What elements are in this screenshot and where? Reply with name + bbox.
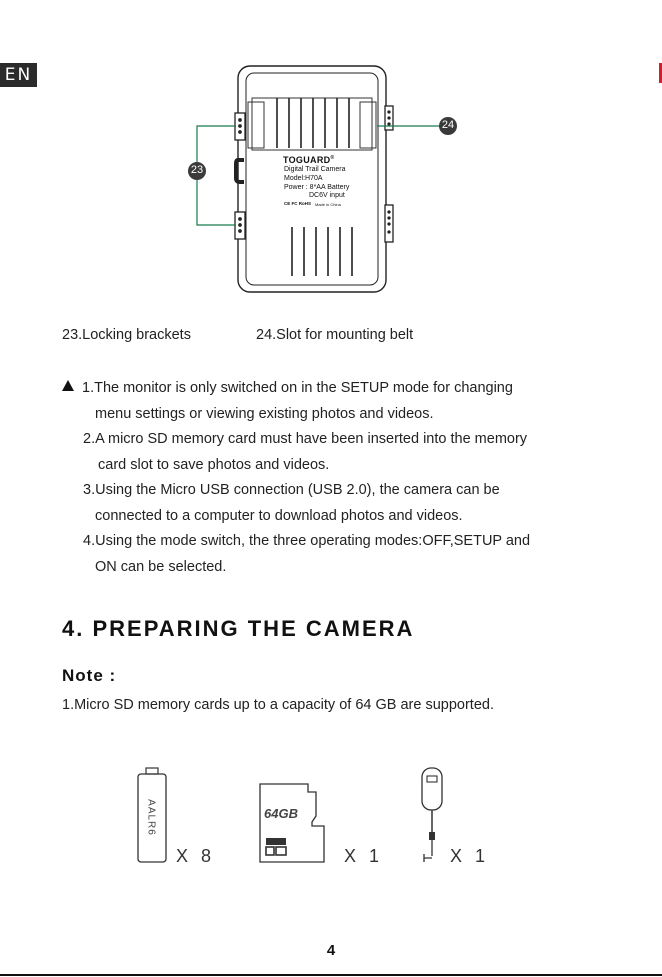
note-line-4: card slot to save photos and videos.: [98, 456, 330, 473]
note-line-1: [62, 376, 642, 402]
camera-label-line4: DC6V input: [309, 192, 345, 199]
callout-23-label: 23: [190, 164, 204, 176]
note-line-5: 3.Using the Micro USB connection (USB 2.0), the camera can be: [83, 482, 500, 498]
note-line-3: 2.A micro SD memory card must have been inserted into the memory: [83, 431, 528, 447]
camera-label-line1: Digital Trail Camera: [284, 166, 346, 173]
note-line-7: 4.Using the mode switch, the three operating modes:OFF,SETUP and: [83, 533, 531, 549]
top-grill-slots: [277, 98, 349, 148]
battery-label: AALR6: [145, 799, 157, 836]
locking-bracket-bottom: [235, 212, 245, 239]
adapter-quantity: X 1: [450, 846, 490, 866]
note-text: 1.The monitor is only switched on in the SETUP mode for changing: [82, 380, 513, 396]
micro-sd-card-icon: [258, 782, 330, 864]
sd-quantity: X 1: [344, 846, 384, 866]
locking-bracket-top: [235, 113, 245, 140]
bottom-rule: [0, 974, 662, 976]
note-line-6: connected to a computer to download photos and videos.: [95, 507, 463, 524]
callout-24-label: 24: [441, 119, 455, 131]
battery-quantity: X 8: [176, 846, 216, 866]
note-line-2: menu settings or viewing existing photos and videos.: [95, 405, 434, 422]
legend-item-24: 24.Slot for mounting belt: [256, 327, 414, 343]
camera-brand-name: TOGUARD: [283, 155, 331, 165]
trademark-symbol: ®: [330, 155, 335, 161]
warning-triangle-icon: [62, 380, 74, 391]
sd-capacity: 64GB: [264, 806, 298, 821]
note-body: 1.Micro SD memory cards up to a capacity of 64 GB are supported.: [62, 697, 494, 713]
page-number: 4: [326, 942, 336, 959]
camera-label-line2: Model:H70A: [284, 175, 323, 182]
note-line-8: ON can be selected.: [95, 558, 227, 575]
bottom-grill-slots: [292, 227, 352, 276]
camera-label-line3: Power : 8*AA Battery: [284, 184, 350, 191]
legend-item-23: 23.Locking brackets: [62, 327, 191, 343]
latch-middle: [236, 160, 244, 182]
camera-brand: [283, 155, 334, 165]
right-side-tab: [360, 102, 376, 148]
camera-made-in: Made in China: [315, 202, 341, 207]
power-adapter-icon: [414, 766, 448, 866]
left-side-tab: [248, 102, 264, 148]
notes-list: [62, 376, 642, 580]
note-heading: Note :: [62, 666, 117, 685]
belt-slot-bottom: [385, 205, 393, 242]
language-badge: EN: [0, 63, 37, 87]
top-grill-frame: [252, 98, 372, 150]
section-heading: 4. PREPARING THE CAMERA: [62, 616, 415, 641]
camera-back-diagram: [180, 62, 470, 298]
camera-cert-marks: CE FC RoHS: [284, 201, 311, 206]
